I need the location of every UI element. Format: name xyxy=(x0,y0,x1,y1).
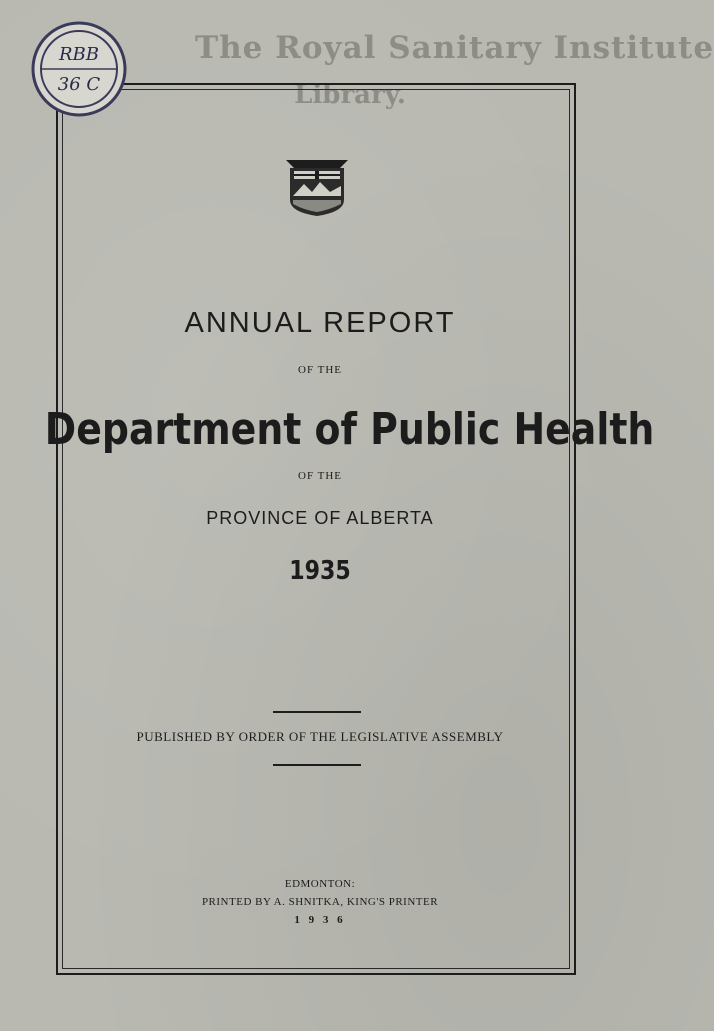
library-stamp-line2: Library. xyxy=(294,80,406,110)
library-seal-icon xyxy=(30,20,128,118)
publication-note: PUBLISHED BY ORDER OF THE LEGISLATIVE ASSEMBLY xyxy=(136,729,504,744)
seal-code-line2: 36 C xyxy=(57,74,101,95)
page-border-inner xyxy=(62,89,570,969)
divider-bottom xyxy=(273,764,361,766)
province-name: PROVINCE OF ALBERTA xyxy=(206,508,434,528)
alberta-crest-icon xyxy=(284,158,350,218)
seal-code-line1: RBB xyxy=(58,44,100,65)
department-name: Department of Public Health xyxy=(44,404,655,455)
report-title: ANNUAL REPORT xyxy=(184,307,456,339)
divider-top xyxy=(273,711,361,713)
of-the-connector-1: OF THE xyxy=(298,364,342,376)
of-the-connector-2: OF THE xyxy=(298,470,342,482)
imprint-printer: PRINTED BY A. SHNITKA, KING'S PRINTER xyxy=(201,896,439,908)
imprint-place: EDMONTON: xyxy=(284,878,356,890)
report-year: 1935 xyxy=(289,556,351,586)
imprint-year: 1 9 3 6 xyxy=(294,914,346,926)
library-stamp-line1: The Royal Sanitary Institute xyxy=(195,30,714,66)
